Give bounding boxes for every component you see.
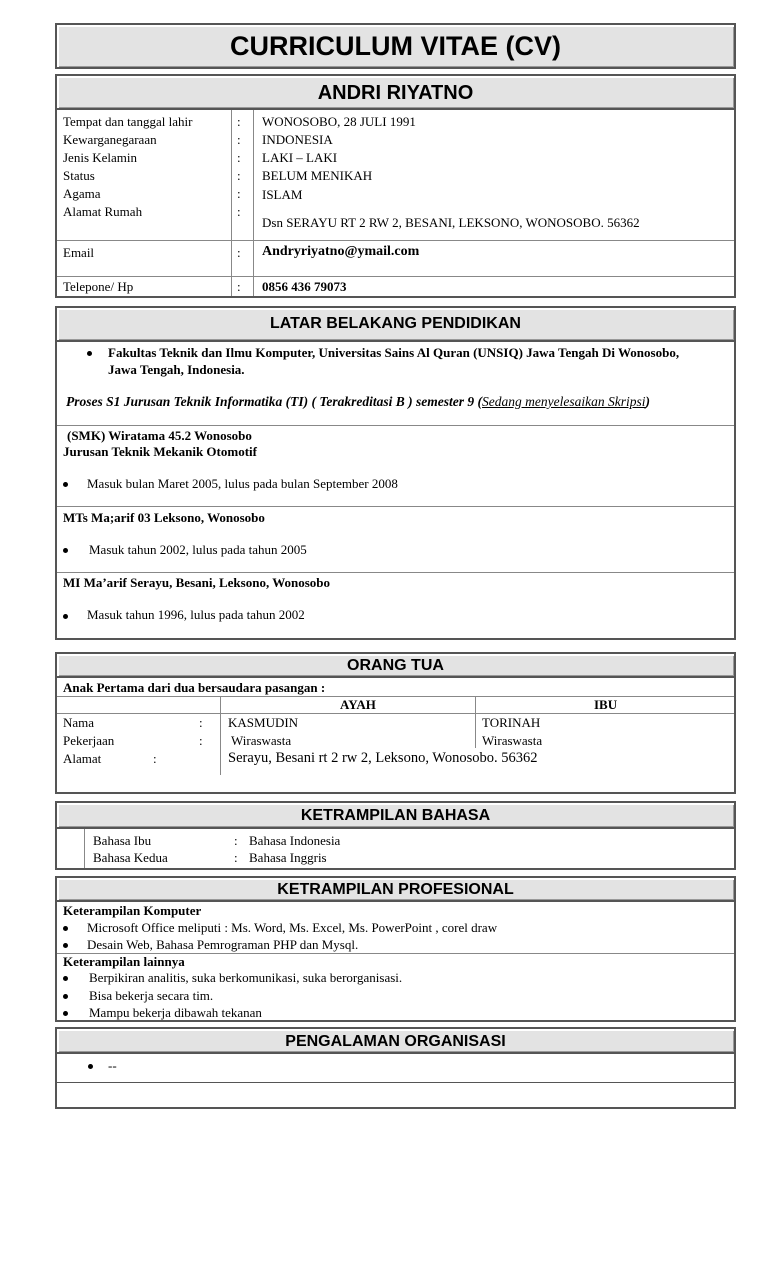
parent-address-sep: : <box>153 751 157 766</box>
email-label: Email <box>63 245 95 260</box>
phone-label: Telepone/ Hp <box>63 279 134 294</box>
language-1-value: Bahasa Indonesia <box>249 833 341 848</box>
language-1-label: Bahasa Ibu <box>93 833 152 848</box>
col-divider <box>475 696 476 748</box>
skills-header-label: KETRAMPILAN PROFESIONAL <box>277 881 514 898</box>
father-name: KASMUDIN <box>228 715 299 730</box>
bullet-icon <box>63 943 68 948</box>
parent-job-label: Pekerjaan <box>63 733 115 748</box>
phone-sep: : <box>237 279 241 294</box>
row-divider <box>57 713 734 714</box>
parent-name-label: Nama <box>63 715 95 730</box>
father-job: Wiraswasta <box>231 733 292 748</box>
gender-sep: : <box>237 150 241 165</box>
address-sep: : <box>237 204 241 219</box>
row-divider <box>57 276 734 277</box>
birth-sep: : <box>237 114 241 129</box>
col-divider <box>253 110 254 296</box>
parents-address: Serayu, Besani rt 2 rw 2, Leksono, Wonosobo. 56362 <box>228 750 538 766</box>
cv-title: CURRICULUM VITAE (CV) <box>230 31 561 61</box>
bullet-icon <box>63 482 68 487</box>
gender-value: LAKI – LAKI <box>262 150 338 165</box>
organization-header-label: PENGALAMAN ORGANISASI <box>285 1033 506 1050</box>
bullet-icon <box>87 351 92 356</box>
person-name: ANDRI RIYATNO <box>317 82 474 104</box>
university-program: Proses S1 Jurusan Teknik Informatika (TI) ( Terakreditasi B ) semester 9 ( <box>66 394 483 409</box>
parent-name-sep: : <box>199 715 203 730</box>
religion-label: Agama <box>63 186 101 201</box>
status-sep: : <box>237 168 241 183</box>
col-divider <box>84 829 85 868</box>
status-label: Status <box>63 168 95 183</box>
languages-header-label: KETRAMPILAN BAHASA <box>300 807 491 824</box>
row-divider <box>57 1082 734 1083</box>
email-value: Andryriyatno@ymail.com <box>262 244 420 259</box>
gender-label: Jenis Kelamin <box>63 150 138 165</box>
mother-job: Wiraswasta <box>482 733 543 748</box>
language-2-sep: : <box>234 850 238 865</box>
mi-name: MI Ma’arif Serayu, Besani, Leksono, Wonosobo <box>63 575 331 590</box>
religion-sep: : <box>237 186 241 201</box>
bullet-icon <box>63 548 68 553</box>
other-skill-2: Bisa bekerja secara tim. <box>89 988 214 1003</box>
birth-value: WONOSOBO, 28 JULI 1991 <box>262 114 416 129</box>
smk-period: Masuk bulan Maret 2005, lulus pada bulan September 2008 <box>87 476 398 491</box>
row-divider <box>57 506 734 507</box>
address-label: Alamat Rumah <box>63 204 143 219</box>
citizenship-value: INDONESIA <box>262 132 333 147</box>
language-2-label: Bahasa Kedua <box>93 850 168 865</box>
birth-label: Tempat dan tanggal lahir <box>63 114 193 129</box>
row-divider <box>57 240 734 241</box>
mts-name: MTs Ma;arif 03 Leksono, Wonosobo <box>63 510 265 525</box>
email-sep: : <box>237 245 241 260</box>
mts-period: Masuk tahun 2002, lulus pada tahun 2005 <box>89 542 307 557</box>
education-header <box>55 306 736 342</box>
smk-major: Jurusan Teknik Mekanik Otomotif <box>63 444 257 459</box>
parents-header <box>55 652 736 678</box>
computer-skills-title: Keterampilan Komputer <box>63 903 202 918</box>
organization-item-1: -- <box>108 1058 117 1073</box>
skills-header <box>55 876 736 902</box>
bullet-icon <box>63 614 68 619</box>
other-skills-title: Keterampilan lainnya <box>63 954 185 969</box>
religion-value: ISLAM <box>262 187 303 202</box>
col-divider <box>220 713 221 775</box>
university-status: Sedang menyelesaikan Skripsi <box>482 394 646 409</box>
organization-header <box>55 1027 736 1054</box>
bullet-icon <box>63 976 68 981</box>
university-program-line <box>66 394 650 410</box>
col-divider <box>220 696 221 713</box>
university-line-1: Fakultas Teknik dan Ilmu Komputer, Universitas Sains Al Quran (UNSIQ) Jawa Tengah Di Wonosobo, <box>108 345 680 360</box>
education-header-label: LATAR BELAKANG PENDIDIKAN <box>270 315 521 332</box>
address-value: Dsn SERAYU RT 2 RW 2, BESANI, LEKSONO, WONOSOBO. 56362 <box>262 215 640 230</box>
name-bar <box>55 74 736 110</box>
language-1-sep: : <box>234 833 238 848</box>
other-skill-3: Mampu bekerja dibawah tekanan <box>89 1005 262 1020</box>
row-divider <box>57 572 734 573</box>
smk-name: (SMK) Wiratama 45.2 Wonosobo <box>67 428 252 443</box>
other-skill-1: Berpikiran analitis, suka berkomunikasi, suka berorganisasi. <box>89 970 403 985</box>
bullet-icon <box>88 1064 93 1069</box>
mother-name: TORINAH <box>482 715 541 730</box>
citizenship-label: Kewarganegaraan <box>63 132 157 147</box>
cv-title-bar <box>55 23 736 69</box>
bullet-icon <box>63 994 68 999</box>
languages-header <box>55 801 736 829</box>
university-close: ) <box>645 394 651 409</box>
computer-skill-2: Desain Web, Bahasa Pemrograman PHP dan Mysql. <box>87 937 359 952</box>
computer-skill-1: Microsoft Office meliputi : Ms. Word, Ms. Excel, Ms. PowerPoint , corel draw <box>87 920 498 935</box>
col-header-ayah: AYAH <box>340 697 376 712</box>
phone-value: 0856 436 79073 <box>262 279 347 294</box>
status-value: BELUM MENIKAH <box>262 168 373 183</box>
col-divider <box>231 110 232 296</box>
parent-address-label: Alamat <box>63 751 102 766</box>
col-header-ibu: IBU <box>594 697 618 712</box>
bullet-icon <box>63 1011 68 1016</box>
citizenship-sep: : <box>237 132 241 147</box>
university-line-2: Jawa Tengah, Indonesia. <box>108 362 245 377</box>
mi-period: Masuk tahun 1996, lulus pada tahun 2002 <box>87 607 305 622</box>
parents-header-label: ORANG TUA <box>347 657 444 674</box>
row-divider <box>57 425 734 426</box>
language-2-value: Bahasa Inggris <box>249 850 327 865</box>
bullet-icon <box>63 926 68 931</box>
row-divider <box>57 696 734 697</box>
parent-job-sep: : <box>199 733 203 748</box>
parents-intro: Anak Pertama dari dua bersaudara pasangan : <box>63 680 326 695</box>
